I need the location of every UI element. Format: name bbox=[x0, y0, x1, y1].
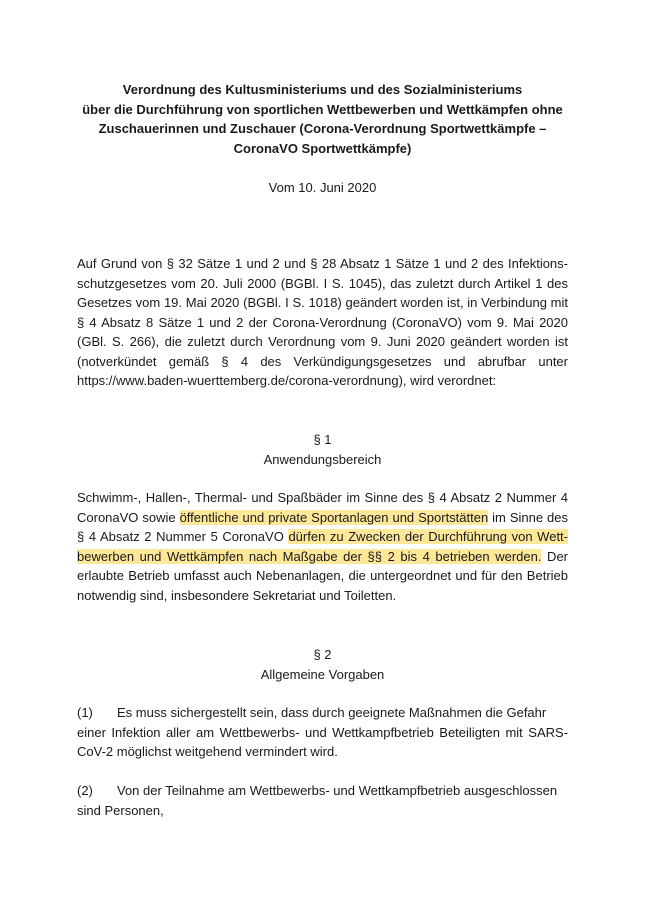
document-date: Vom 10. Juni 2020 bbox=[268, 180, 377, 195]
text-run: im Sinne des bbox=[488, 509, 569, 525]
paragraph-number: (2) bbox=[77, 783, 93, 798]
text-run: Es muss sichergestellt sein, dass durch geeignete Maßnahmen die Gefahr bbox=[117, 705, 547, 720]
text-run: § 4 Absatz 2 Nummer 5 CoronaVO bbox=[77, 529, 289, 544]
body-line: sind Personen, bbox=[77, 802, 164, 818]
section-number: § 2 bbox=[313, 647, 332, 662]
text-run: Von der Teilnahme am Wettbewerbs- und Wettkampfbetrieb ausgeschlossen bbox=[117, 783, 558, 798]
highlighted-text: öffentliche und private Sportanlagen und Sportstätten bbox=[179, 509, 489, 525]
title-line: Verordnung des Kultusministeriums und des Sozialministeriums bbox=[122, 82, 523, 97]
section-1-body bbox=[77, 488, 568, 605]
body-line bbox=[77, 547, 568, 567]
body-line bbox=[77, 703, 568, 723]
preamble-line: (GBl. S. 266), die zuletzt durch Verordnung vom 9. Juni 2020 geändert worden ist bbox=[77, 334, 568, 349]
body-line: notwendig sind, insbesondere Sekretariat und Toiletten. bbox=[77, 587, 397, 603]
preamble-line: § 4 Absatz 8 Sätze 1 und 2 der Corona-Verordnung (CoronaVO) vom 9. Mai 2020 bbox=[77, 314, 568, 330]
body-line: einer Infektion aller am Wettbewerbs- und Wettkampfbetrieb Beteiligten mit SARS- bbox=[77, 724, 568, 740]
body-line bbox=[77, 508, 568, 528]
highlighted-text: bewerben und Wettkämpfen nach Maßgabe der §§ 2 bis 4 betrieben werden. bbox=[77, 548, 542, 564]
text-run: Der bbox=[541, 548, 569, 564]
body-line bbox=[77, 527, 568, 547]
preamble bbox=[77, 254, 568, 391]
body-line: CoV-2 möglichst weitgehend vermindert wird. bbox=[77, 744, 338, 759]
title-line: CoronaVO Sportwettkämpfe) bbox=[233, 140, 412, 156]
section-2-paragraph-2 bbox=[77, 781, 568, 820]
section-heading: Anwendungsbereich bbox=[263, 451, 382, 467]
section-2-header bbox=[0, 645, 645, 684]
body-line: erlaubte Betrieb umfasst auch Nebenanlagen, die untergeordnet und für den Betrieb bbox=[77, 568, 568, 583]
preamble-line: schutzgesetzes vom 20. Juli 2000 (BGBl. I S. 1045), das zuletzt durch Artikel 1 des bbox=[77, 275, 568, 291]
title-line: Zuschauerinnen und Zuschauer (Corona-Verordnung Sportwettkämpfe – bbox=[98, 121, 547, 136]
highlighted-text: dürfen zu Zwecken der Durchführung von Wett- bbox=[288, 529, 569, 544]
text-run: CoronaVO sowie bbox=[77, 509, 180, 525]
document-title bbox=[60, 80, 585, 158]
section-number: § 1 bbox=[313, 432, 332, 447]
preamble-line: Auf Grund von § 32 Sätze 1 und 2 und § 28 Absatz 1 Sätze 1 und 2 des Infektions- bbox=[77, 256, 568, 271]
preamble-line: (notverkündet gemäß § 4 des Verkündigungsgesetzes und abrufbar unter bbox=[77, 353, 568, 369]
body-line bbox=[77, 781, 568, 801]
body-line: Schwimm-, Hallen-, Thermal- und Spaßbäder im Sinne des § 4 Absatz 2 Nummer 4 bbox=[77, 490, 568, 505]
section-heading: Allgemeine Vorgaben bbox=[260, 666, 385, 682]
preamble-line: Gesetzes vom 19. Mai 2020 (BGBl. I S. 1018) geändert worden ist, in Verbindung mit bbox=[77, 295, 568, 310]
title-line: über die Durchführung von sportlichen Wettbewerben und Wettkämpfen ohne bbox=[82, 101, 563, 117]
section-2-paragraph-1 bbox=[77, 703, 568, 762]
paragraph-number: (1) bbox=[77, 705, 93, 720]
preamble-line: https://www.baden-wuerttemberg.de/corona-verordnung), wird verordnet: bbox=[77, 373, 497, 388]
section-1-header bbox=[0, 430, 645, 469]
